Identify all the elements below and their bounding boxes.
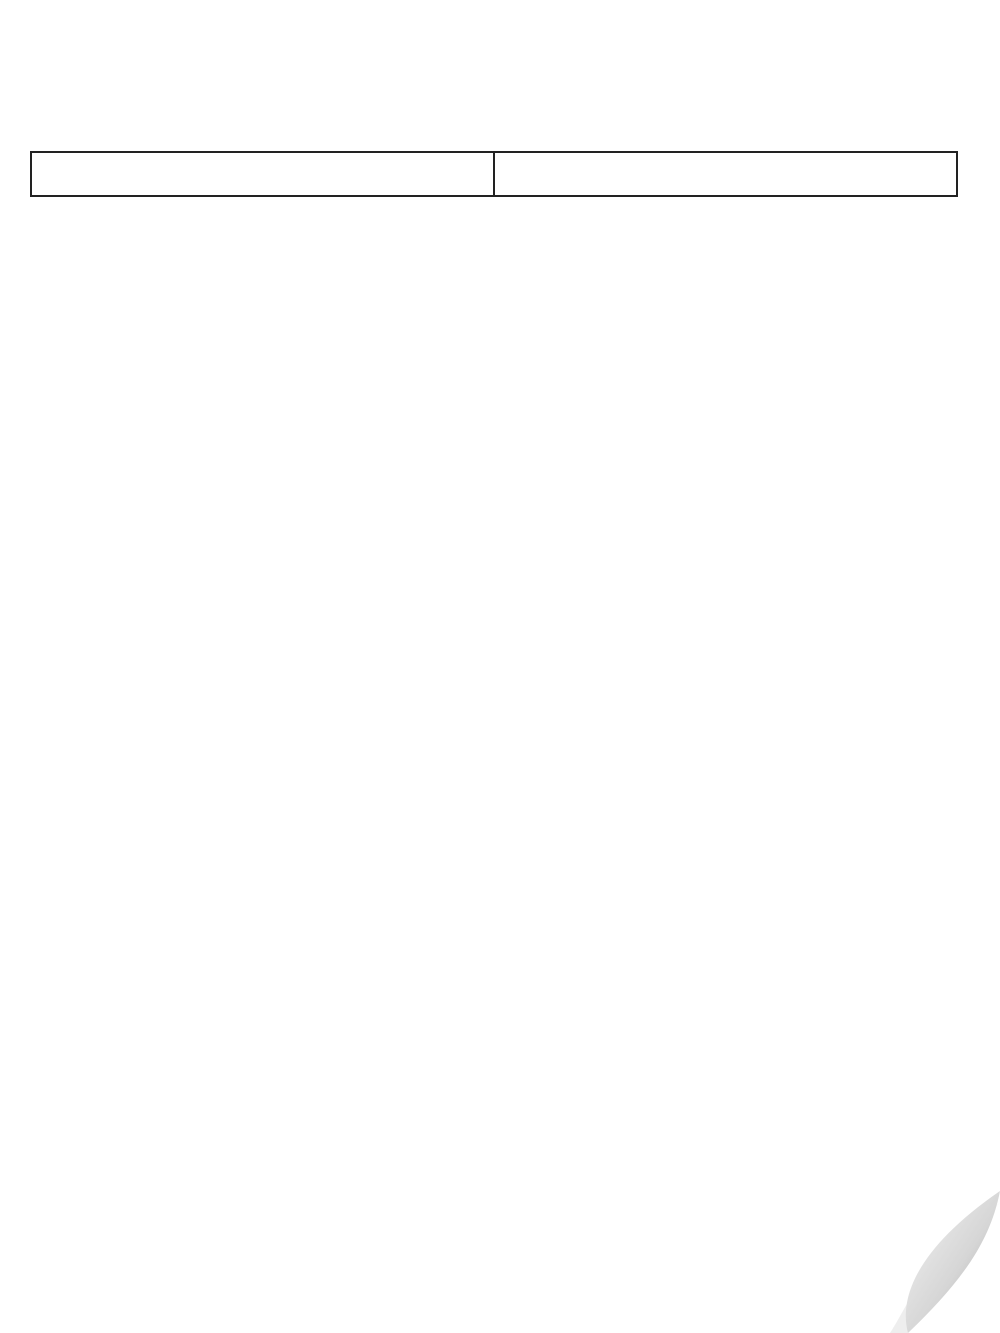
page-curl-decoration bbox=[850, 1183, 1000, 1333]
